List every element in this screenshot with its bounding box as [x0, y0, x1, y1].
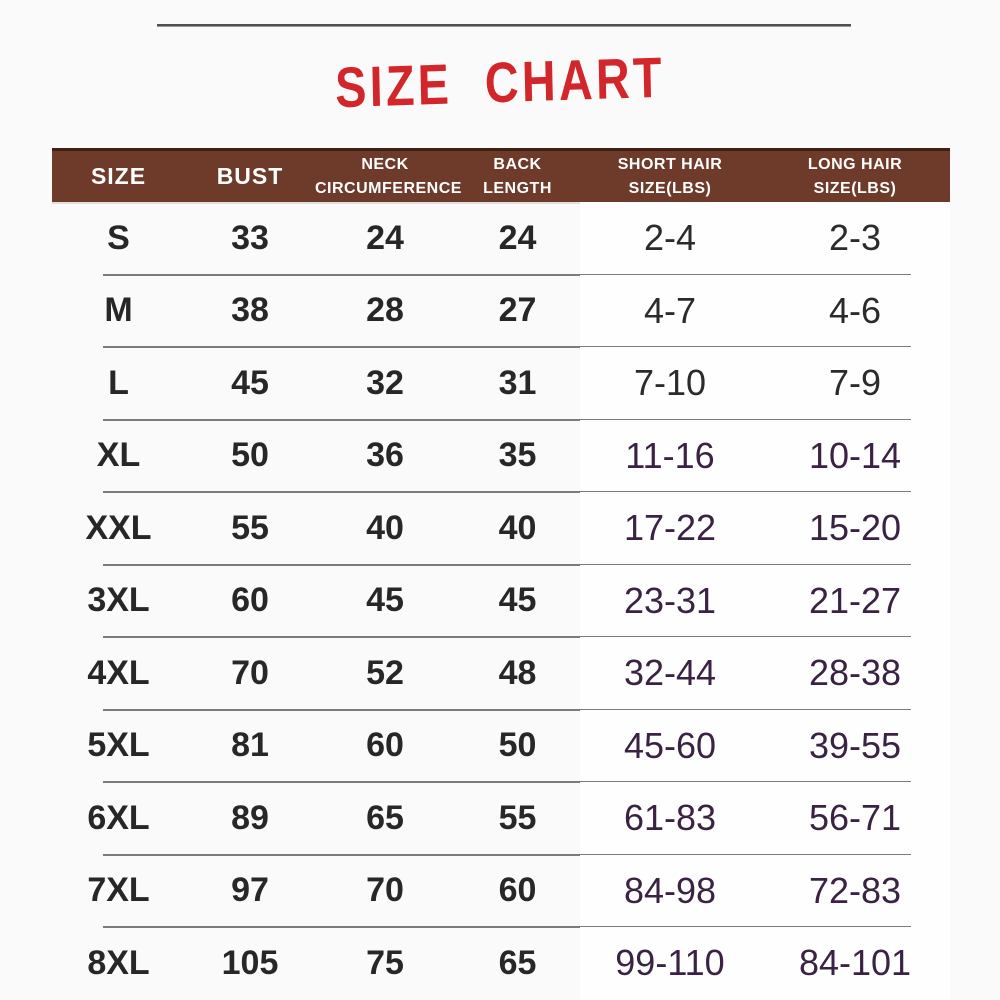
- cell-size: XL: [96, 436, 141, 475]
- cell-neck-circumference: 75: [366, 943, 404, 982]
- cell-size: XXL: [85, 508, 152, 547]
- cell-neck-circumference: 36: [366, 436, 404, 475]
- table-row: [52, 565, 950, 638]
- cell-long-hair-size: 7-9: [760, 347, 950, 420]
- column-header-text: CIRCUMFERENCE: [315, 179, 462, 197]
- column-header-text: BACK: [493, 156, 542, 174]
- column-header-size: [52, 160, 185, 193]
- column-header-text: LONG HAIR: [807, 156, 903, 174]
- table-row: [52, 202, 950, 275]
- cell-neck-circumference: 32: [366, 363, 404, 402]
- cell-long-hair-size: 4-6: [760, 275, 950, 348]
- cell-bust: 45: [231, 363, 269, 402]
- cell-neck-circumference: 24: [366, 218, 404, 257]
- table-row: [52, 855, 950, 928]
- cell-short-hair-size: 11-16: [580, 420, 760, 493]
- cell-size: 6XL: [87, 798, 150, 837]
- cell-long-hair-size: 10-14: [760, 420, 950, 493]
- cell-back-length: 55: [498, 798, 537, 837]
- cell-neck-circumference: 40: [366, 508, 404, 547]
- cell-bust: 60: [231, 581, 269, 620]
- column-header-back-length: [455, 153, 580, 199]
- cell-back-length: 40: [498, 508, 537, 547]
- cell-bust: 105: [221, 943, 279, 982]
- column-header-long-hair-size: [760, 153, 950, 199]
- cell-neck-circumference: 60: [366, 726, 404, 765]
- cell-long-hair-size: 15-20: [760, 492, 950, 565]
- cell-back-length: 65: [498, 943, 537, 982]
- cell-neck-circumference: 45: [366, 581, 404, 620]
- cell-bust: 70: [231, 653, 269, 692]
- table-row: [52, 637, 950, 710]
- table-header-row: [52, 148, 950, 202]
- column-header-short-hair-size: [580, 153, 760, 199]
- table-row: [52, 420, 950, 493]
- cell-size: 7XL: [87, 871, 150, 910]
- cell-short-hair-size: 4-7: [580, 275, 760, 348]
- cell-short-hair-size: 61-83: [580, 782, 760, 855]
- column-header-text: NECK: [361, 156, 409, 174]
- table-row: [52, 492, 950, 565]
- cell-neck-circumference: 65: [366, 798, 404, 837]
- cell-size: M: [104, 291, 133, 330]
- cell-bust: 89: [231, 798, 269, 837]
- cell-back-length: 60: [498, 871, 537, 910]
- column-header-text: SIZE: [90, 162, 147, 189]
- title-container: [0, 45, 1000, 121]
- cell-short-hair-size: 17-22: [580, 492, 760, 565]
- table-body: [52, 202, 950, 1000]
- cell-back-length: 48: [498, 653, 537, 692]
- cell-long-hair-size: 21-27: [760, 565, 950, 638]
- cell-long-hair-size: 2-3: [760, 202, 950, 275]
- cell-bust: 97: [231, 871, 269, 910]
- cell-size: 5XL: [87, 726, 150, 765]
- cell-neck-circumference: 52: [366, 653, 404, 692]
- size-chart-table: [52, 148, 950, 1000]
- cell-neck-circumference: 28: [366, 291, 404, 330]
- cell-bust: 55: [231, 508, 269, 547]
- cell-short-hair-size: 32-44: [580, 637, 760, 710]
- cell-short-hair-size: 23-31: [580, 565, 760, 638]
- cell-long-hair-size: 39-55: [760, 710, 950, 783]
- cell-short-hair-size: 99-110: [580, 927, 760, 1000]
- cell-back-length: 45: [498, 581, 537, 620]
- column-header-text: LENGTH: [483, 179, 552, 197]
- cell-back-length: 50: [498, 726, 537, 765]
- cell-size: 8XL: [87, 943, 150, 982]
- cell-short-hair-size: 7-10: [580, 347, 760, 420]
- cell-long-hair-size: 84-101: [760, 927, 950, 1000]
- cell-size: S: [107, 218, 130, 257]
- column-header-text: BUST: [216, 162, 284, 189]
- column-header-bust: [185, 160, 315, 193]
- cell-back-length: 24: [498, 218, 537, 257]
- cell-bust: 81: [231, 726, 269, 765]
- table-row: [52, 710, 950, 783]
- top-divider-line: [157, 24, 851, 27]
- cell-size: 3XL: [87, 581, 150, 620]
- page-title: SIZE CHART: [334, 45, 666, 121]
- cell-short-hair-size: 45-60: [580, 710, 760, 783]
- cell-long-hair-size: 28-38: [760, 637, 950, 710]
- table-row: [52, 347, 950, 420]
- column-header-text: SIZE(LBS): [813, 179, 897, 197]
- table-row: [52, 927, 950, 1000]
- cell-size: L: [108, 363, 129, 402]
- cell-bust: 50: [231, 436, 269, 475]
- table-row: [52, 782, 950, 855]
- cell-bust: 33: [231, 218, 269, 257]
- cell-neck-circumference: 70: [366, 871, 404, 910]
- cell-short-hair-size: 2-4: [580, 202, 760, 275]
- cell-long-hair-size: 72-83: [760, 855, 950, 928]
- cell-size: 4XL: [87, 653, 150, 692]
- cell-back-length: 31: [498, 363, 537, 402]
- cell-back-length: 27: [498, 291, 537, 330]
- cell-back-length: 35: [498, 436, 537, 475]
- table-row: [52, 275, 950, 348]
- column-header-text: SHORT HAIR: [617, 156, 723, 174]
- cell-long-hair-size: 56-71: [760, 782, 950, 855]
- cell-short-hair-size: 84-98: [580, 855, 760, 928]
- column-header-neck-circumference: [315, 153, 462, 199]
- column-header-text: SIZE(LBS): [628, 179, 712, 197]
- cell-bust: 38: [231, 291, 269, 330]
